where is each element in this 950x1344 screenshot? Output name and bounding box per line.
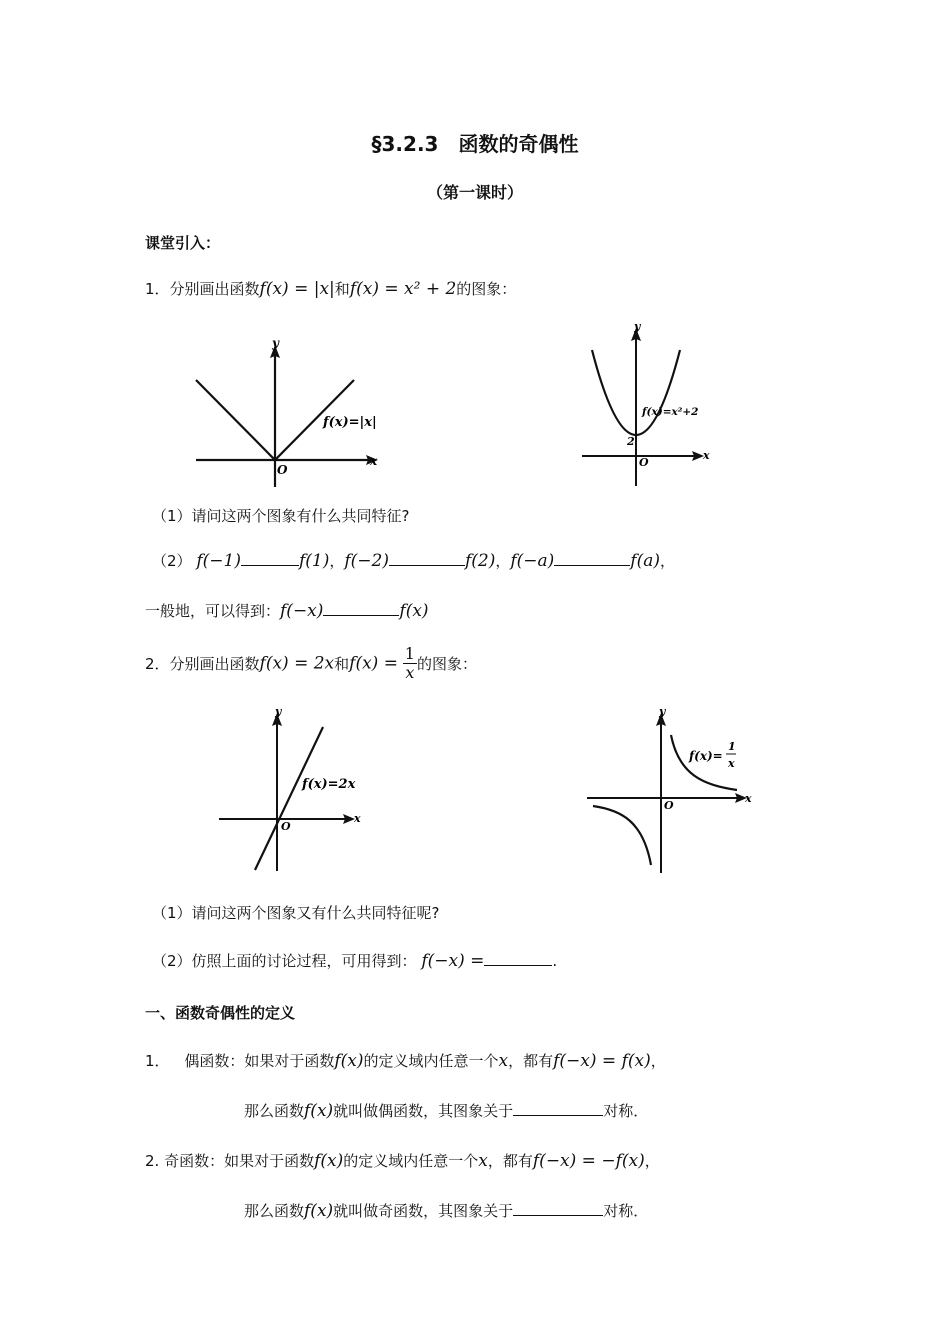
q2-sub2-prefix: （2）仿照上面的讨论过程，可用得到： [152,952,417,970]
question-1 [145,278,516,299]
comma: ， [495,552,511,570]
def-even-line2-c: 对称． [603,1102,649,1120]
answer-blank[interactable] [513,1201,603,1216]
q1-function-abs: f(x) = |x| [259,279,335,299]
graph-abs-label: f(x)=|x| [323,415,377,430]
graph-abs [190,335,390,495]
axis-y-label: y [272,336,279,350]
q1-expr-f-neg2: f(−2) [344,551,389,571]
definition-odd [145,1150,660,1171]
intro-heading: 课堂引入： [145,234,221,252]
comma: ， [660,552,676,570]
def-odd-fx: f(x) [314,1151,344,1171]
def-even-line2-a: 那么函数 [244,1102,305,1120]
answer-blank[interactable] [484,951,552,966]
q2-sub2-end: . [552,952,558,970]
def-even-num: 1． [145,1052,170,1070]
origin-label: O [639,456,649,469]
def-even-text1: 偶函数：如果对于函数 [184,1052,335,1070]
def-even-end: ， [650,1052,666,1070]
q1-general-f-x: f(x) [399,601,429,621]
q1-expr-f-2: f(2) [464,551,496,571]
axis-x-label: x [703,449,710,462]
q1-suffix: 的图象： [456,280,517,298]
graph-quadratic [578,320,718,495]
page-subtitle: （第一课时） [426,183,523,202]
q2-and: 和 [334,655,350,673]
answer-blank[interactable] [389,551,465,566]
fraction-numerator: 1 [404,644,415,663]
q2-sub2 [152,950,557,971]
graph-linear [215,705,365,877]
q1-general-prefix: 一般地，可以得到： [145,602,281,620]
def-odd-num: 2. [145,1152,160,1170]
def-odd-line2-fx: f(x) [304,1201,334,1221]
q1-and: 和 [334,280,350,298]
def-odd-end: ， [644,1152,660,1170]
origin-label: O [664,799,674,812]
def-even-condition: f(−x) = f(x) [553,1051,651,1071]
q1-expr-f-neg1: f(−1) [196,551,241,571]
graph-reciprocal [585,705,760,877]
answer-blank[interactable] [323,601,399,616]
def-even-text2: 的定义域内任意一个 [363,1052,499,1070]
section-1-heading: 一、函数奇偶性的定义 [145,1004,296,1022]
def-odd-condition: f(−x) = −f(x) [532,1151,645,1171]
origin-label: O [281,820,291,833]
definition-even [145,1050,666,1071]
definition-even-line2 [244,1100,648,1121]
q1-function-quadratic: f(x) = x² + 2 [349,279,457,299]
axis-y-label: y [634,320,641,333]
q2-prefix: 2．分别画出函数 [145,655,260,673]
def-odd-line2-a: 那么函数 [244,1202,305,1220]
fraction-denominator: x [405,663,415,682]
q2-fraction [403,645,417,682]
q2-sub1: （1）请问这两个图象又有什么共同特征呢? [152,904,440,922]
q1-sub2 [152,550,675,571]
q1-prefix: 1．分别画出函数 [145,280,260,298]
comma: ， [329,552,345,570]
def-even-line2-fx: f(x) [304,1101,334,1121]
axis-y-label: y [659,705,666,718]
axis-x-label: x [745,792,752,805]
axis-x-label: x [354,812,361,825]
q2-function-linear: f(x) = 2x [259,653,335,674]
question-2 [145,645,477,682]
def-even-fx: f(x) [334,1051,364,1071]
answer-blank[interactable] [241,551,299,566]
q1-general-f-negx: f(−x) [280,601,324,621]
def-odd-x: x [478,1151,488,1171]
q1-general [145,600,429,621]
graph-reciprocal-numerator: 1 [728,740,736,753]
def-odd-text2: 的定义域内任意一个 [343,1152,479,1170]
def-even-line2-b: 就叫做偶函数，其图象关于 [333,1102,514,1120]
graph-quadratic-intercept: 2 [627,435,635,448]
axis-x-label: x [370,454,378,468]
def-odd-text3: ，都有 [487,1152,533,1170]
def-even-text3: ，都有 [508,1052,554,1070]
axis-y-label: y [275,705,282,718]
q1-expr-f-nega: f(−a) [510,551,555,571]
q1-expr-f-1: f(1) [298,551,330,571]
origin-label: O [277,463,288,477]
graph-reciprocal-denominator: x [728,757,735,770]
graph-linear-label: f(x)=2x [302,777,356,792]
definition-odd-line2 [244,1200,648,1221]
def-odd-text1: 奇函数：如果对于函数 [164,1152,315,1170]
q2-suffix: 的图象： [416,655,477,673]
answer-blank[interactable] [554,551,630,566]
q1-expr-f-a: f(a) [630,551,660,571]
q1-sub2-prefix: （2） [152,552,192,570]
graph-reciprocal-label: f(x)= [689,749,723,763]
def-even-x: x [498,1051,509,1071]
q1-sub1: （1）请问这两个图象有什么共同特征? [152,507,410,525]
graph-quadratic-label: f(x)=x²+2 [642,406,699,418]
page-title: §3.2.3 函数的奇偶性 [371,132,579,156]
def-odd-line2-b: 就叫做奇函数，其图象关于 [333,1202,514,1220]
def-odd-line2-c: 对称． [603,1202,649,1220]
q2-function-reciprocal: f(x) = [349,653,398,674]
answer-blank[interactable] [513,1101,603,1116]
q2-sub2-expr: f(−x) = [421,951,485,971]
